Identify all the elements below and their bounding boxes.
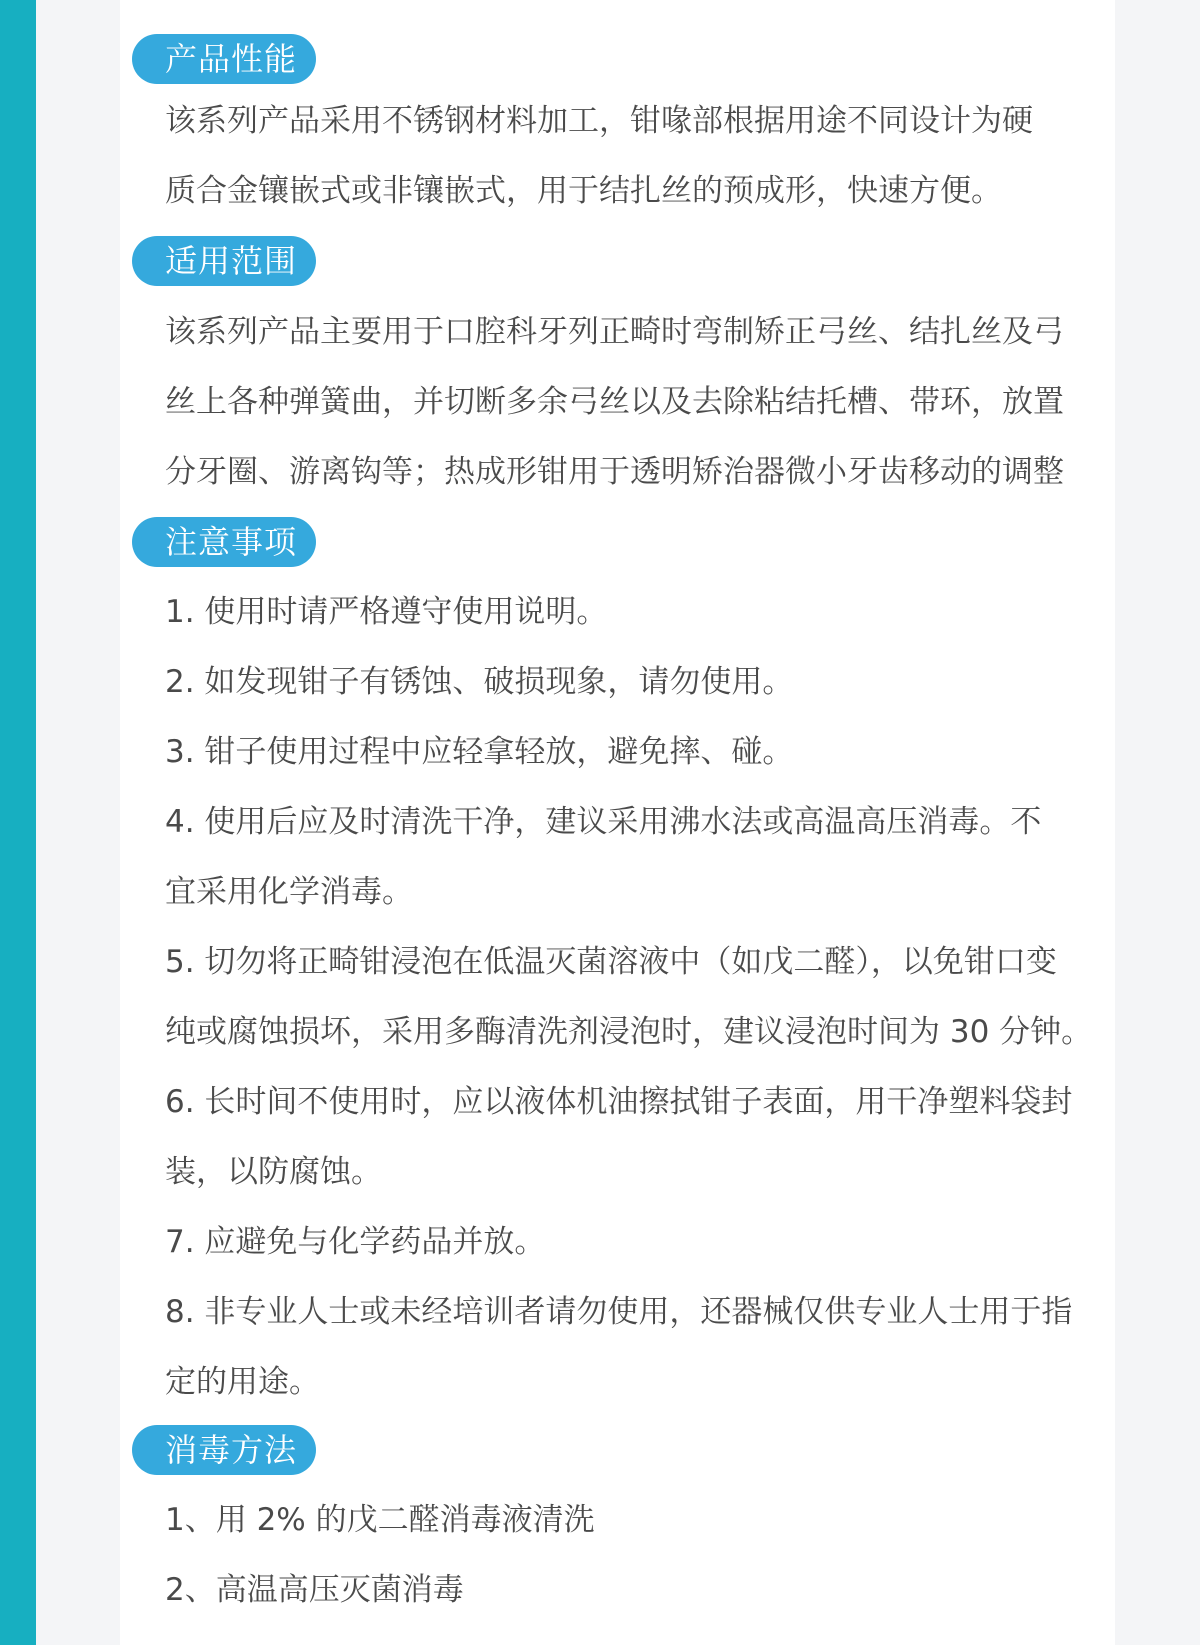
list-item: 4. 使用后应及时清洗干净，建议采用沸水法或高温高压消毒。不 [165, 804, 1042, 840]
text-line: 分牙圈、游离钩等；热成形钳用于透明矫治器微小牙齿移动的调整 [165, 454, 1064, 490]
section-title-precautions: 注意事项 [132, 517, 316, 567]
section-body-product-performance [165, 86, 1105, 226]
section-body-scope [165, 297, 1105, 507]
text-line: 该系列产品主要用于口腔科牙列正畸时弯制矫正弓丝、结扎丝及弓 [165, 314, 1064, 350]
list-item-continuation: 装，以防腐蚀。 [165, 1154, 382, 1190]
section-title-product-performance: 产品性能 [132, 34, 316, 84]
list-item: 3. 钳子使用过程中应轻拿轻放，避免摔、碰。 [165, 734, 794, 770]
section-body-disinfection [165, 1485, 1105, 1625]
list-item: 1、用 2% 的戊二醛消毒液清洗 [165, 1502, 595, 1538]
list-item: 1. 使用时请严格遵守使用说明。 [165, 594, 608, 630]
list-item-continuation: 宜采用化学消毒。 [165, 874, 413, 910]
section-title-scope: 适用范围 [132, 236, 316, 286]
list-item: 2、高温高压灭菌消毒 [165, 1572, 464, 1608]
list-item-continuation: 纯或腐蚀损坏，采用多酶清洗剂浸泡时，建议浸泡时间为 30 分钟。 [165, 1014, 1093, 1050]
list-item: 6. 长时间不使用时，应以液体机油擦拭钳子表面，用干净塑料袋封 [165, 1084, 1073, 1120]
section-body-precautions [165, 577, 1105, 1417]
text-line: 丝上各种弹簧曲，并切断多余弓丝以及去除粘结托槽、带环，放置 [165, 384, 1064, 420]
left-accent-bar [0, 0, 36, 1645]
text-line: 质合金镶嵌式或非镶嵌式，用于结扎丝的预成形，快速方便。 [165, 173, 1002, 209]
content-panel [120, 0, 1115, 1645]
list-item: 7. 应避免与化学药品并放。 [165, 1224, 546, 1260]
text-line: 该系列产品采用不锈钢材料加工，钳喙部根据用途不同设计为硬 [165, 103, 1033, 139]
section-title-disinfection: 消毒方法 [132, 1425, 316, 1475]
list-item: 5. 切勿将正畸钳浸泡在低温灭菌溶液中（如戊二醛），以免钳口变 [165, 944, 1057, 980]
list-item: 2. 如发现钳子有锈蚀、破损现象，请勿使用。 [165, 664, 794, 700]
list-item: 8. 非专业人士或未经培训者请勿使用，还器械仅供专业人士用于指 [165, 1294, 1073, 1330]
list-item-continuation: 定的用途。 [165, 1364, 320, 1400]
